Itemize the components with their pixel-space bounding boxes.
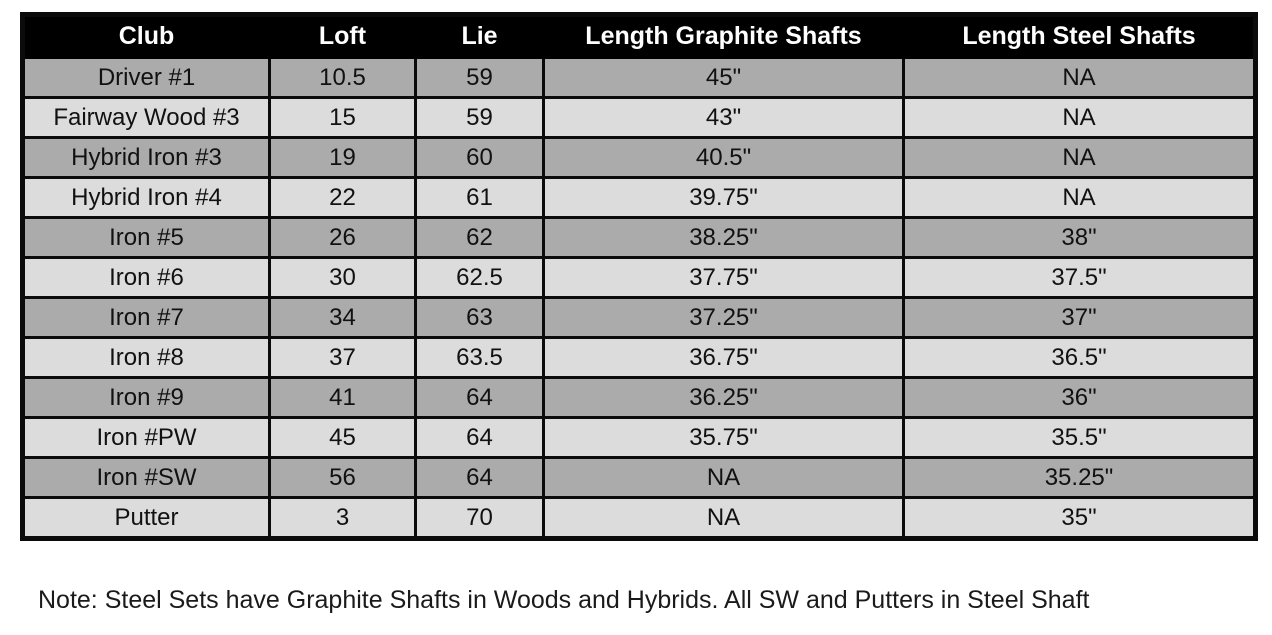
table-row: [23, 258, 1256, 298]
header-row: [23, 15, 1256, 58]
cell-steel: 35.25": [904, 458, 1256, 498]
cell-steel: 37.5": [904, 258, 1256, 298]
cell-club: Iron #8: [23, 338, 270, 378]
cell-lie: 63: [416, 298, 544, 338]
cell-club: Iron #7: [23, 298, 270, 338]
table-row: [23, 138, 1256, 178]
cell-graphite: 37.75": [544, 258, 904, 298]
cell-graphite: 35.75": [544, 418, 904, 458]
cell-club: Fairway Wood #3: [23, 98, 270, 138]
cell-club: Iron #5: [23, 218, 270, 258]
table-row: [23, 58, 1256, 98]
cell-graphite: 40.5": [544, 138, 904, 178]
cell-graphite: 37.25": [544, 298, 904, 338]
cell-lie: 63.5: [416, 338, 544, 378]
cell-loft: 19: [270, 138, 416, 178]
cell-steel: 35": [904, 498, 1256, 539]
cell-steel: 36.5": [904, 338, 1256, 378]
cell-graphite: 38.25": [544, 218, 904, 258]
cell-lie: 60: [416, 138, 544, 178]
cell-club: Hybrid Iron #4: [23, 178, 270, 218]
cell-lie: 59: [416, 58, 544, 98]
cell-loft: 3: [270, 498, 416, 539]
cell-graphite: 45": [544, 58, 904, 98]
cell-loft: 41: [270, 378, 416, 418]
cell-graphite: NA: [544, 458, 904, 498]
header-graphite: Length Graphite Shafts: [544, 15, 904, 58]
cell-club: Hybrid Iron #3: [23, 138, 270, 178]
table-row: [23, 98, 1256, 138]
cell-club: Iron #SW: [23, 458, 270, 498]
cell-club: Iron #6: [23, 258, 270, 298]
header-lie: Lie: [416, 15, 544, 58]
cell-steel: 36": [904, 378, 1256, 418]
cell-loft: 22: [270, 178, 416, 218]
table-row: [23, 378, 1256, 418]
table-row: [23, 498, 1256, 539]
cell-loft: 15: [270, 98, 416, 138]
cell-lie: 64: [416, 458, 544, 498]
header-club: Club: [23, 15, 270, 58]
table-row: [23, 218, 1256, 258]
table-row: [23, 458, 1256, 498]
cell-steel: 37": [904, 298, 1256, 338]
cell-steel: NA: [904, 138, 1256, 178]
cell-lie: 70: [416, 498, 544, 539]
club-spec-table: [20, 12, 1258, 541]
header-loft: Loft: [270, 15, 416, 58]
cell-graphite: 43": [544, 98, 904, 138]
cell-steel: NA: [904, 178, 1256, 218]
cell-loft: 45: [270, 418, 416, 458]
table-row: [23, 418, 1256, 458]
cell-loft: 30: [270, 258, 416, 298]
cell-lie: 61: [416, 178, 544, 218]
cell-loft: 34: [270, 298, 416, 338]
cell-graphite: 39.75": [544, 178, 904, 218]
table-row: [23, 298, 1256, 338]
cell-club: Driver #1: [23, 58, 270, 98]
cell-loft: 56: [270, 458, 416, 498]
cell-lie: 64: [416, 378, 544, 418]
cell-steel: 35.5": [904, 418, 1256, 458]
header-steel: Length Steel Shafts: [904, 15, 1256, 58]
cell-lie: 62.5: [416, 258, 544, 298]
cell-lie: 64: [416, 418, 544, 458]
cell-club: Putter: [23, 498, 270, 539]
cell-steel: NA: [904, 98, 1256, 138]
cell-lie: 59: [416, 98, 544, 138]
cell-loft: 26: [270, 218, 416, 258]
cell-club: Iron #9: [23, 378, 270, 418]
cell-steel: NA: [904, 58, 1256, 98]
table-row: [23, 178, 1256, 218]
cell-lie: 62: [416, 218, 544, 258]
cell-graphite: NA: [544, 498, 904, 539]
table-row: [23, 338, 1256, 378]
cell-steel: 38": [904, 218, 1256, 258]
cell-graphite: 36.25": [544, 378, 904, 418]
cell-loft: 10.5: [270, 58, 416, 98]
cell-club: Iron #PW: [23, 418, 270, 458]
cell-loft: 37: [270, 338, 416, 378]
footnote: Note: Steel Sets have Graphite Shafts in Woods and Hybrids. All SW and Putters in Steel Shaft: [38, 586, 1090, 614]
cell-graphite: 36.75": [544, 338, 904, 378]
